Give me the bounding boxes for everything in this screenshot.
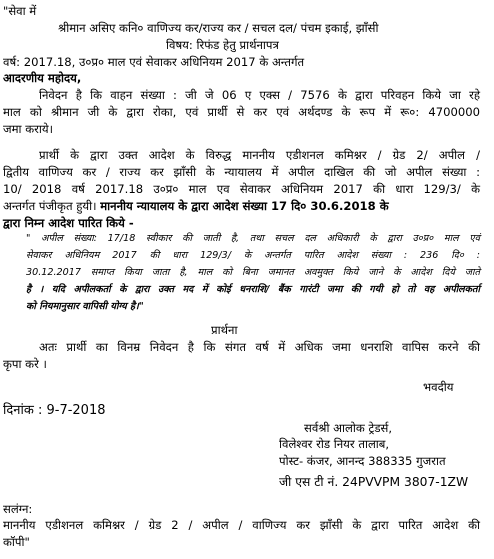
letter-date: दिनांक : 9-7-2018 bbox=[3, 403, 106, 418]
salutation-to: "सेवा में bbox=[3, 4, 37, 18]
body1-line2: माल को श्रीमान जी के द्वारा रोका, एवं प्रार्थी से कर एवं अर्थदण्ड के रूप में रू०: 4700000 bbox=[3, 105, 480, 119]
body1-line1: निवेदन है कि वाहन संख्या : जी जे 06 ए एक्स / 7576 के द्वारा परिवहन किये जा रहे bbox=[39, 88, 480, 102]
sender-gstin: जी एस टी नं. 24PVVPM 3807-1ZW bbox=[279, 475, 469, 489]
prayer-heading: प्रार्थना bbox=[211, 323, 238, 337]
subject-line: विषय: रिफंड हेतु प्रार्थनापत्र bbox=[166, 38, 279, 52]
body2-line3: 10/ 2018 वर्ष 2017.18 उ०प्र० माल एव सेवाकर अधिनियम 2017 की धारा 129/3/ के bbox=[3, 182, 480, 196]
addressee: श्रीमान असिए कनि० वाणिज्य कर/राज्य कर / सचल दल/ पंचम इकाई, झाँसी bbox=[58, 21, 379, 35]
body2-line4-regular: अन्तर्गत पंजीकृत हुयी। bbox=[3, 199, 101, 213]
closing: भवदीय bbox=[423, 380, 454, 394]
quote-line1: " अपील संख्या: 17/18 स्वीकार की जाती है, तथा सचल दल अधिकारी के द्वारा उ०प्र० माल एवं bbox=[26, 233, 480, 244]
quote-line4: है । यदि अपीलकर्ता के द्वारा उक्त मद में कोई धनराशि/ बैंक गारंटी जमा की गयी हो तो वह अपीलकर्ता bbox=[26, 284, 480, 295]
enclosure-line2: कॉपी" bbox=[3, 535, 30, 549]
enclosure-line1: माननीय एडीशनल कमिश्नर / ग्रेड 2 / अपील / वाणिज्य कर झाँसी के द्वारा पारित आदेश की bbox=[3, 518, 480, 532]
quote-line5: को नियमानुसार वापिसी योग्य है।" bbox=[26, 301, 144, 312]
quote-line3: 30.12.2017 समाप्त किया जाता है, माल को बिना जमानत अवमुक्त किये जाने के आदेश दिये जाते bbox=[26, 267, 480, 278]
body1-line3: जमा कराये। bbox=[3, 122, 53, 136]
quote-line2: सेवाकर अधिनियम 2017 की धारा 129/3/ के अन्तर्गत पारित आदेश संख्या : 236 दि० : bbox=[26, 250, 480, 261]
body2-line4 bbox=[3, 199, 389, 213]
body2-line1: प्रार्थी के द्वारा उक्त आदेश के विरुद्ध माननीय एडीशनल कमिश्नर / ग्रेड 2/ अपील / bbox=[39, 148, 480, 162]
body2-line2: द्वितीय वाणिज्य कर / राज्य कर झाँसी के न्यायालय में अपील दाखिल की जो अपील संख्या : bbox=[3, 165, 480, 179]
sender-address-1: विलेश्वर रोड नियर तालाब, bbox=[279, 437, 390, 451]
body2-line5: द्वारा निम्न आदेश पारित किये - bbox=[3, 216, 134, 230]
reference-line: वर्ष: 2017.18, उ०प्र० माल एवं सेवाकर अधिनियम 2017 के अन्तर्गत bbox=[3, 55, 305, 69]
prayer-line1: अतः प्रार्थी का विनम्र निवेदन है कि संगत वर्ष में अधिक जमा धनराशि वापिस करने की bbox=[39, 340, 480, 354]
prayer-line2: कृपा करे । bbox=[3, 357, 47, 371]
order-reference: माननीय न्यायालय के द्वारा आदेश संख्या 17 दि० 30.6.2018 के bbox=[100, 199, 389, 213]
enclosure-label: सलंग्न: bbox=[3, 502, 33, 516]
sender-name: सर्वश्री आलोक ट्रेडर्स, bbox=[304, 421, 393, 435]
sender-address-2: पोस्ट- कंजर, आनन्द 388335 गुजरात bbox=[279, 454, 446, 468]
salutation: आदरणीय महोदय, bbox=[3, 71, 82, 85]
